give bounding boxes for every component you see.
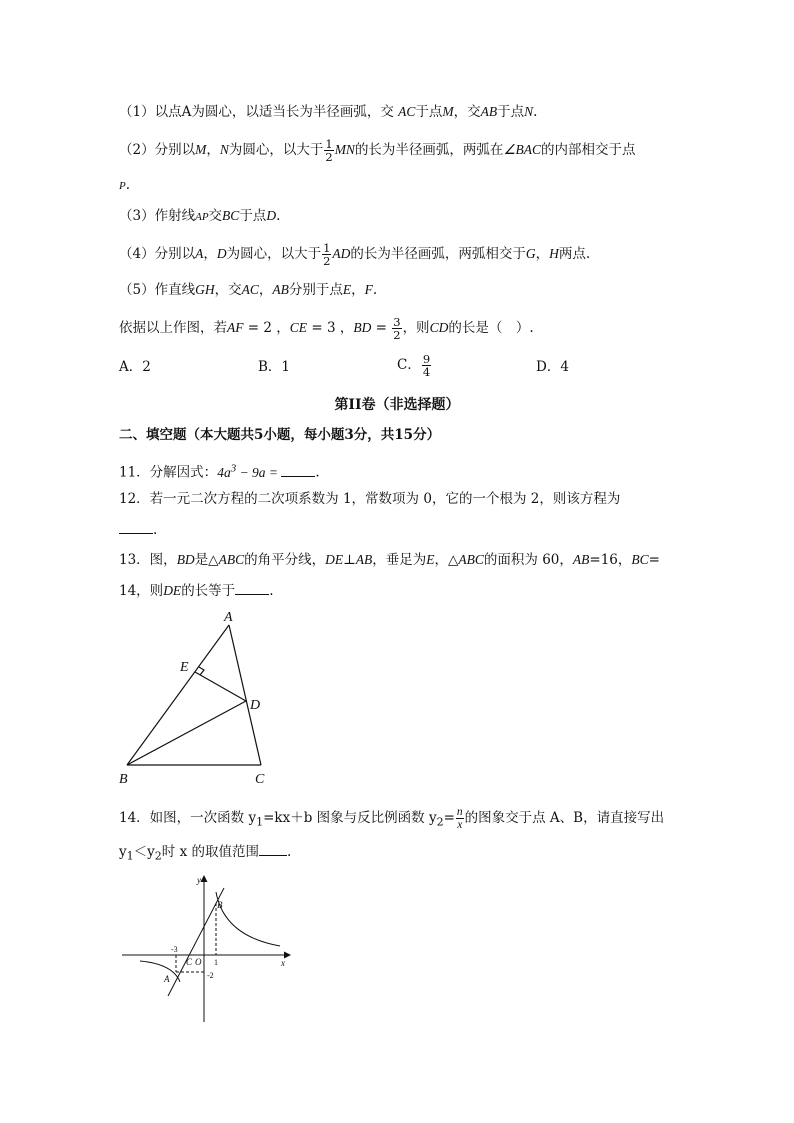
triangle-figure <box>115 605 285 790</box>
label-x: x <box>281 958 285 968</box>
question-13: 13．图，BD是△ABC的角平分线，DE⊥AB，垂足为E，△ABC的面积为 60，AB=16，BC= <box>119 552 660 568</box>
option-c: C． $\frac{9}{4}$ <box>397 352 431 379</box>
tick-minus-3: -3 <box>171 945 178 954</box>
fraction-half: $\frac{1}{2}$ <box>323 241 331 268</box>
step-2: （2）分别以M，N为圆心，以大于 $\frac{1}{2}$ MN的长为半径画弧，两弧在∠BAC的内部相交于点 <box>119 137 636 164</box>
label-c: C <box>186 957 193 967</box>
side-ac <box>229 625 261 765</box>
question-12: 12．若一元二次方程的二次项系数为 1，常数项为 0，它的一个根为 2，则该方程为 <box>119 491 621 507</box>
option-a: A．2 <box>119 359 151 375</box>
step-3: （3）作射线AP交BC于点D. <box>119 208 281 224</box>
label-b: B <box>217 900 223 910</box>
question-11: 11．分解因式：$4a^3 - 9a$ = . <box>119 462 320 481</box>
hyperbola-branch-left <box>140 961 180 982</box>
question-13-cont: 14，则DE的长等于 . <box>119 583 274 599</box>
function-graph <box>118 870 298 1028</box>
question-12-blank-line: . <box>119 521 157 539</box>
fraction-half: $\frac{1}{2}$ <box>325 137 333 164</box>
label-a: A <box>164 974 170 984</box>
answer-blank[interactable] <box>281 464 315 477</box>
part-two-heading: 二、填空题（本大题共5小题，每小题3分，共15分） <box>119 427 441 443</box>
step-2-cont: P. <box>119 177 131 193</box>
tick-1: 1 <box>214 958 218 967</box>
label-d: D <box>250 698 261 713</box>
answer-blank[interactable] <box>259 843 287 856</box>
question-14-cont: $y_1<y_2$时 x 的取值范围 . <box>119 844 292 863</box>
fraction-nine-quarters: $\frac{9}{4}$ <box>422 352 431 379</box>
label-a: A <box>224 610 233 625</box>
label-c: C <box>255 772 265 787</box>
step-5: （5）作直线GH，交AC，AB分别于点E，F. <box>119 282 378 298</box>
label-o: O <box>195 957 202 967</box>
fraction-three-halves: $\frac{3}{2}$ <box>393 315 401 342</box>
segment-bd <box>127 701 246 765</box>
label-b: B <box>119 772 128 787</box>
option-d: D．4 <box>536 359 569 375</box>
answer-blank[interactable] <box>119 521 153 534</box>
label-e: E <box>180 660 189 675</box>
section-title: 第II卷（非选择题） <box>334 397 460 413</box>
answer-blank[interactable] <box>235 582 269 595</box>
option-b: B．1 <box>258 359 291 375</box>
fraction-n-over-x: $\frac{n}{x}$ <box>456 806 463 831</box>
right-angle-mark <box>199 667 204 675</box>
question-10-stem: 依据以上作图，若AF = 2 ，CE = 3 ，BD = $\frac{3}{2}$ ，则CD的长是（ ）. <box>119 315 534 342</box>
tick-minus-2: -2 <box>207 971 214 980</box>
side-ab <box>127 625 229 765</box>
segment-de <box>195 672 246 701</box>
label-y: y <box>197 875 201 885</box>
step-4: （4）分别以A，D为圆心，以大于 $\frac{1}{2}$ AD的长为半径画弧，两弧相交于G，H两点. <box>119 241 591 268</box>
question-14: 14．如图，一次函数 $y_1=kx+b$ 图象与反比例函数 $y_2=$ $\frac{n}{x}$ 的图象交于点 A、B，请直接写出 <box>119 806 665 831</box>
hyperbola-branch-right <box>216 892 280 946</box>
step-1: （1）以点A为圆心，以适当长为半径画弧，交 AC于点M，交AB于点N. <box>119 104 538 120</box>
